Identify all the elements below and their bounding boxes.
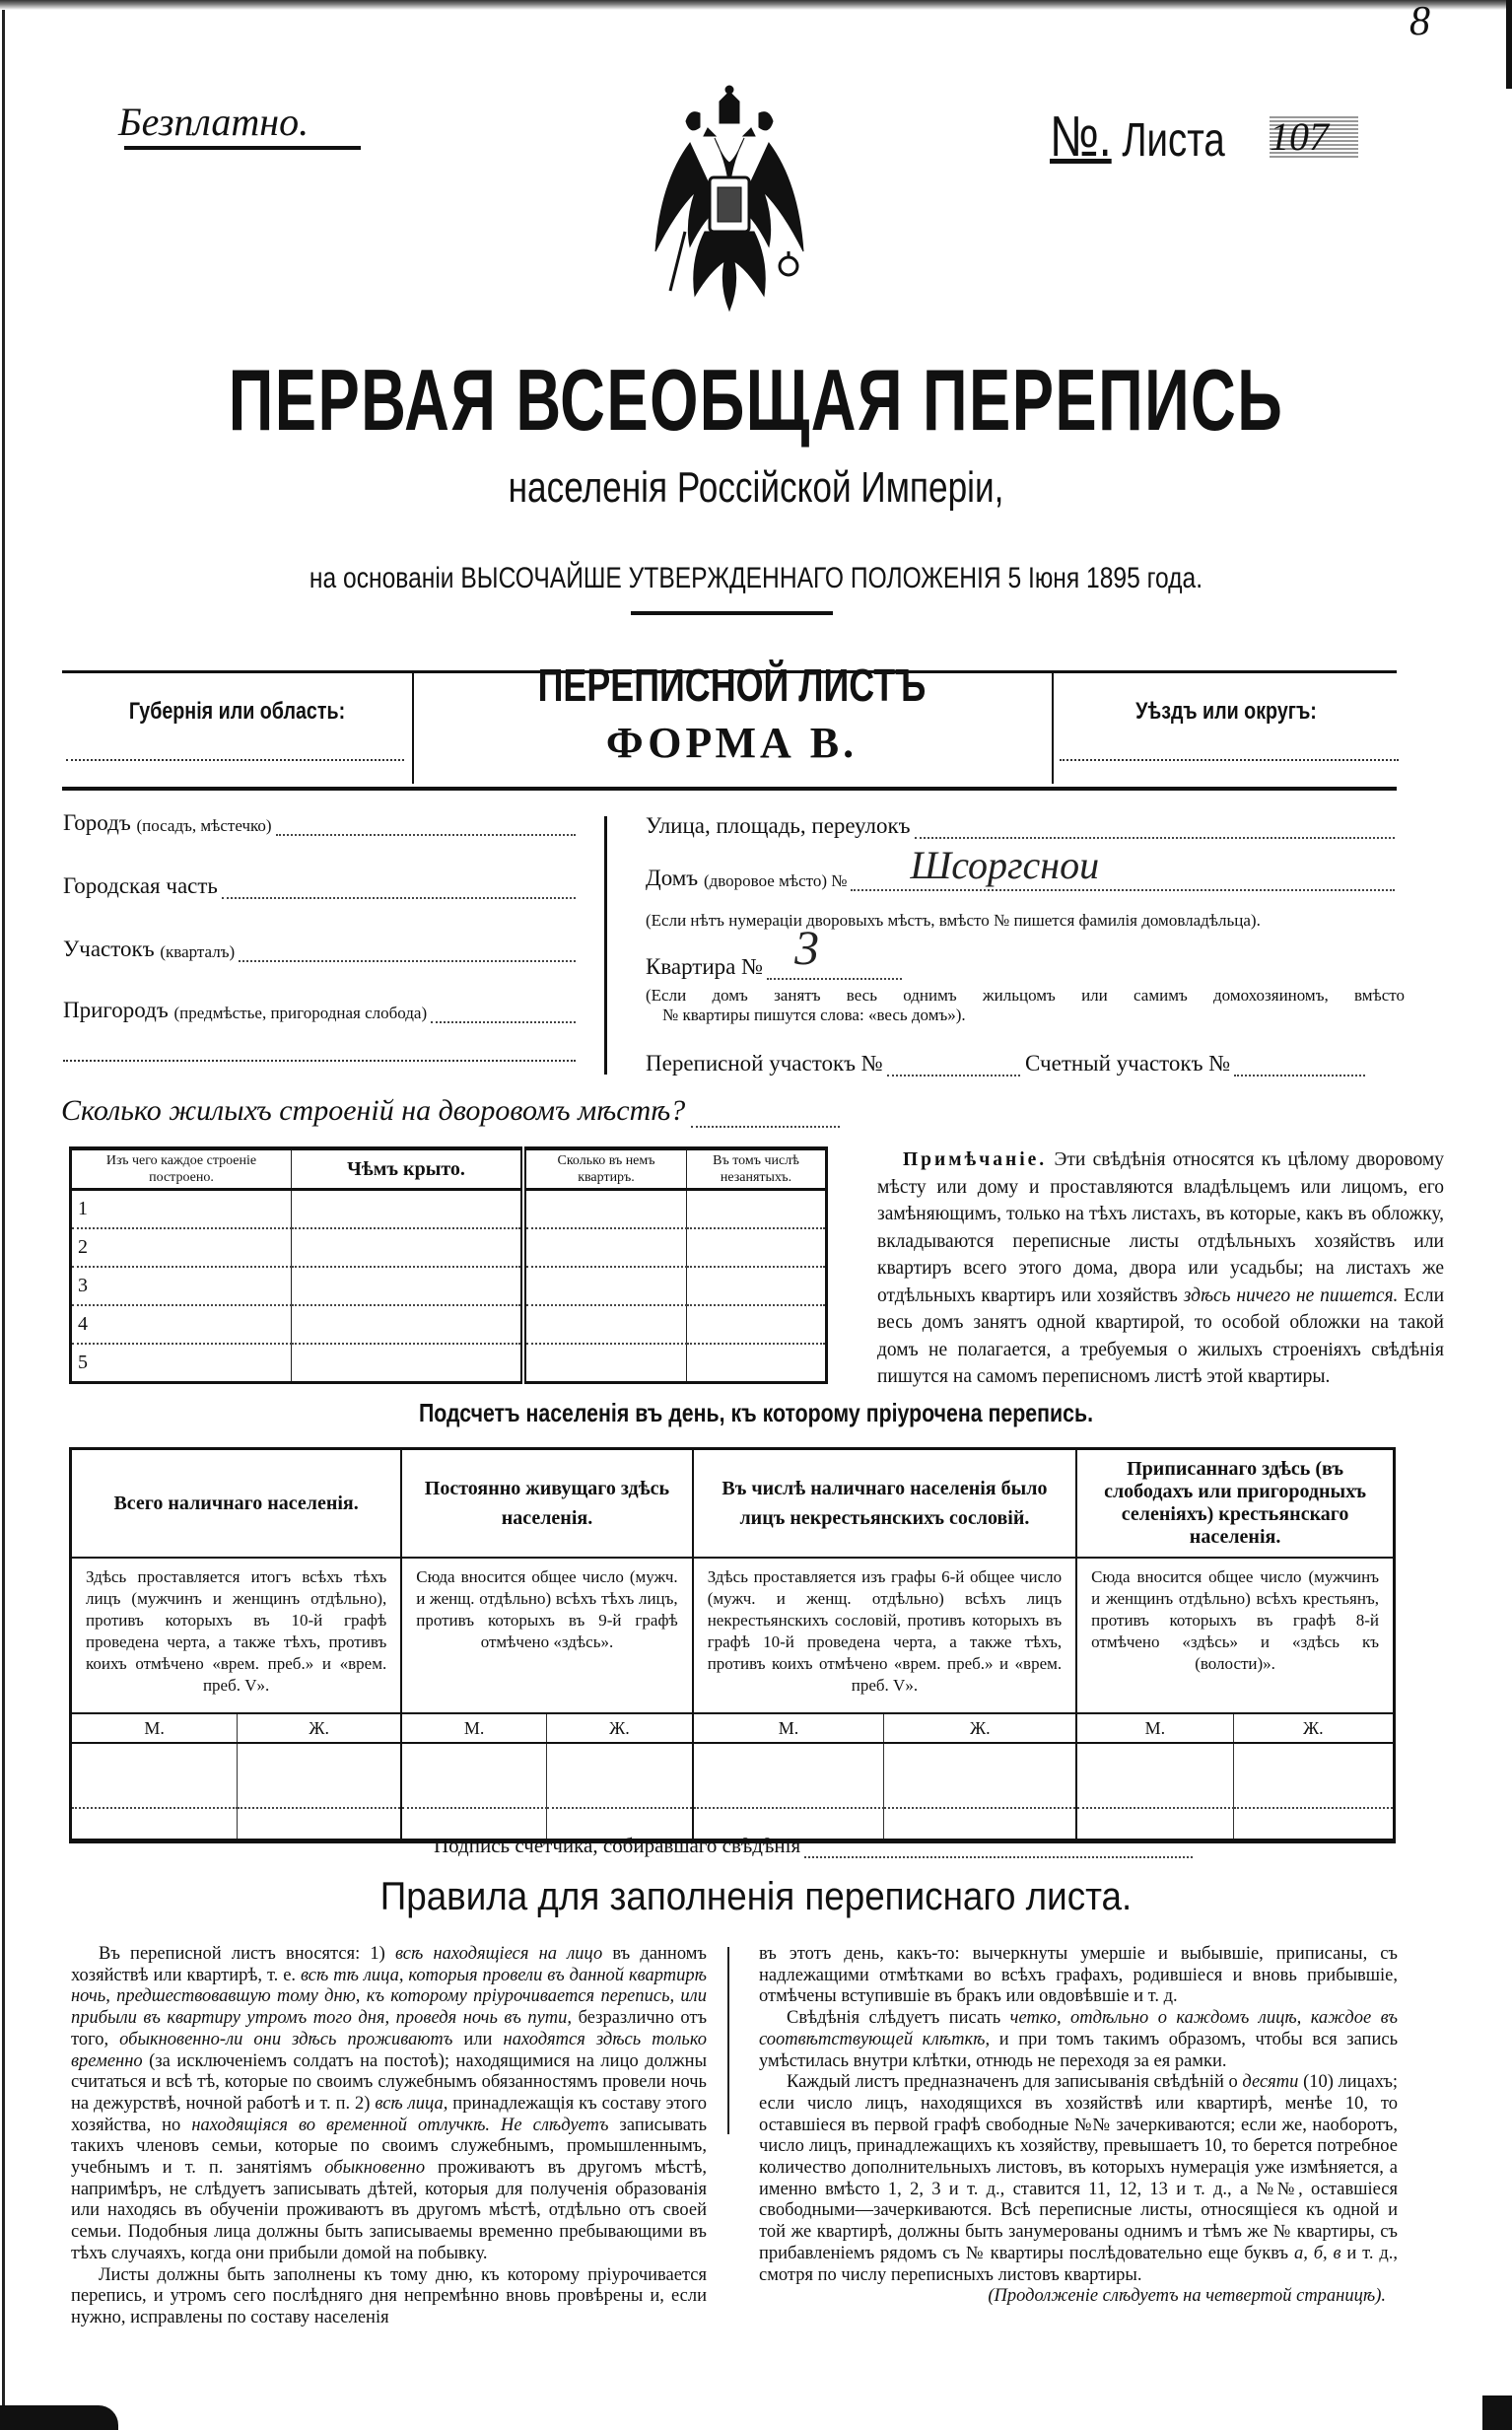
note-text-1: Эти свѣдѣнія относятся къ цѣлому дворовому мѣсту или дому и проставляются владѣльцемъ или лицомъ, его замѣняющимъ, только на тѣхъ листахъ, въ которые, какъ въ обложку, вкладываются переписные листы отдѣльныхъ хозяйствъ или квартиръ всего этого дома, двора или усадьбы; на листахъ же отдѣльныхъ квартиръ или хозяйствъ bbox=[877, 1149, 1445, 1306]
rules-paragraph-4 bbox=[759, 2008, 1398, 2072]
peasant-male-input[interactable] bbox=[1076, 1743, 1233, 1808]
text-italic: а, б, в bbox=[1293, 2243, 1341, 2263]
empty-cell bbox=[1233, 1808, 1394, 1841]
roof-cell[interactable] bbox=[292, 1190, 524, 1229]
female-label: Ж. bbox=[884, 1713, 1076, 1743]
male-label: М. bbox=[693, 1713, 884, 1743]
buildings-count-input[interactable] bbox=[691, 1116, 840, 1128]
precinct-label: Участокъ bbox=[63, 937, 155, 961]
col-roof-header: Чѣмъ крыто. bbox=[292, 1148, 524, 1190]
count-table-descriptions bbox=[71, 1558, 1395, 1713]
count-district-input[interactable] bbox=[1234, 1057, 1365, 1076]
population-count-table bbox=[69, 1447, 1396, 1843]
text: въ данномъ хозяйствѣ или квартирѣ, т. е. bbox=[71, 1944, 707, 1985]
table-row bbox=[71, 1305, 827, 1344]
apartment-field bbox=[646, 920, 902, 980]
precinct-field bbox=[63, 937, 576, 962]
row-number[interactable]: 5 bbox=[71, 1344, 292, 1383]
apartment-note-1: (Если домъ занятъ весь однимъ жильцомъ или самимъ домохозяиномъ, вмѣсто bbox=[646, 986, 1405, 1005]
present-population-header: Всего наличнаго населенія. bbox=[71, 1449, 402, 1559]
non-peasant-male-input[interactable] bbox=[693, 1743, 884, 1808]
text: (10) лицахъ; если число лицъ, находящихся въ хозяйствѣ или квартирѣ, менѣе 10, то оставшіеся въ первой графѣ свободные №№ зачеркиваются; если же, наоборотъ, число лицъ, принадлежащихъ къ хозяйству, превышаетъ 10, то берется потребное количество дополнительныхъ листовъ, въ которыхъ нумерація уже измѣняется, а именно вмѣсто 1, 2, 3 и т. д., ставится 11, 12, 13 и т. д., а №№, оставшіеся свободными—зачеркиваются. Всѣ переписные листы, относящіеся къ одной и той же квартирѣ, должны быть занумерованы однимъ и тѣмъ же № квартиры, съ прибавленіемъ рядомъ съ № квартиры послѣдовательно еще буквъ bbox=[759, 2072, 1399, 2263]
text: и т. д., смотря по числу переписныхъ листовъ квартиры. bbox=[759, 2243, 1399, 2285]
house-field bbox=[646, 843, 1395, 891]
house-hint: (дворовое мѣсто) № bbox=[703, 871, 848, 890]
row-number[interactable]: 1 bbox=[71, 1190, 292, 1229]
text: Свѣдѣнія слѣдуетъ писать bbox=[787, 2008, 1001, 2029]
vacant-cell[interactable] bbox=[687, 1267, 827, 1305]
scan-edge-top bbox=[0, 0, 1512, 10]
suburb-label: Пригородъ bbox=[63, 998, 169, 1022]
empty-cell bbox=[238, 1808, 402, 1841]
continued-note: (Продолженіе слѣдуетъ на четвертой страницѣ). bbox=[988, 2286, 1386, 2307]
apartments-cell[interactable] bbox=[523, 1228, 687, 1267]
title-divider-rule bbox=[631, 611, 833, 615]
precinct-hint: (кварталъ) bbox=[160, 942, 236, 961]
rules-left-column bbox=[71, 1944, 707, 2329]
census-district-input[interactable] bbox=[887, 1057, 1020, 1076]
apartment-input[interactable] bbox=[767, 920, 902, 980]
apartment-handwritten-value: 3 bbox=[794, 920, 820, 975]
text-italic: находящіяся во временной отлучкѣ. Не слѣдуетъ bbox=[191, 2115, 609, 2135]
address-column-divider bbox=[604, 816, 607, 1075]
count-table-headers bbox=[71, 1449, 1395, 1559]
census-district-label: Переписной участокъ № bbox=[646, 1051, 883, 1076]
apartments-cell[interactable] bbox=[523, 1344, 687, 1383]
signature-input[interactable] bbox=[804, 1846, 1193, 1858]
permanent-male-input[interactable] bbox=[401, 1743, 546, 1808]
count-district-field bbox=[1025, 1051, 1365, 1076]
text: проживаютъ въ другомъ мѣстѣ, напримѣръ, не слѣдуетъ записывать дѣтей, которыя для полученія образованія или находясь въ обученіи проживаютъ въ другомъ мѣстѣ, отдѣльно отъ своей семьи. Подобныя лица должны быть записываемы временно пребывающими въ тѣхъ случаяхъ, когда они прибыли домой на побывку. bbox=[71, 2158, 708, 2263]
suburb-input-extra-line[interactable] bbox=[63, 1060, 576, 1062]
rules-paragraph-1 bbox=[71, 1944, 707, 2265]
female-label: Ж. bbox=[547, 1713, 693, 1743]
province-input[interactable] bbox=[66, 759, 404, 761]
permanent-female-input[interactable] bbox=[547, 1743, 693, 1808]
census-district-field bbox=[646, 1051, 1020, 1076]
registered-peasant-population-description: Сюда вносится общее число (мужчинъ и женщинъ отдѣльно) всѣхъ крестьянъ, противъ которыхъ въ графѣ 8-й отмѣчено «здѣсь» и «здѣсь къ (волости)». bbox=[1076, 1558, 1394, 1713]
vacant-cell[interactable] bbox=[687, 1228, 827, 1267]
text-italic: обыкновенно bbox=[324, 2158, 426, 2179]
note-text-2: Если весь домъ занятъ одной квартирой, то особой обложки на такой домъ не полагается, а требуемыя о жилыхъ строеніяхъ свѣдѣнія пишутся на самомъ переписномъ листѣ этой квартиры. bbox=[877, 1284, 1445, 1387]
note-label: Примѣчаніе. bbox=[903, 1149, 1048, 1170]
permanent-population-header: Постоянно живущаго здѣсь населенія. bbox=[401, 1449, 692, 1559]
roof-cell[interactable] bbox=[292, 1344, 524, 1383]
table-row bbox=[71, 1267, 827, 1305]
peasant-female-input[interactable] bbox=[1233, 1743, 1394, 1808]
text: записывать такихъ членовъ семьи, которые по своимъ служебнымъ, промышленнымъ, учебнымъ и т. п. занятіямъ bbox=[71, 2115, 708, 2179]
non-peasant-population-description: Здѣсь проставляется изъ графы 6-й общее число (мужч. и женщ. отдѣльно) всѣхъ лицъ некрестьянскихъ сословій, противъ которыхъ въ графѣ 10-й проведена черта, а также тѣхъ, противъ коихъ отмѣчено «врем. преб.» и «врем. преб. V». bbox=[693, 1558, 1076, 1713]
free-label-underline bbox=[124, 146, 361, 150]
text: и при томъ такимъ образомъ, чтобы вся запись умѣстилась внутри клѣтки, отнюдь не переходя за ея рамки. bbox=[759, 2029, 1399, 2071]
non-peasant-population-header: Въ числѣ наличнаго населенія было лицъ некрестьянскихъ сословій. bbox=[693, 1449, 1076, 1559]
count-table-values bbox=[71, 1743, 1395, 1808]
text-italic: находятся здѣсь только временно bbox=[71, 2029, 708, 2071]
scan-edge-right bbox=[1506, 0, 1512, 89]
census-main-title: ПЕРВАЯ ВСЕОБЩАЯ ПЕРЕПИСЬ bbox=[228, 351, 1284, 449]
female-label: Ж. bbox=[238, 1713, 402, 1743]
city-part-field bbox=[63, 873, 576, 899]
vacant-cell[interactable] bbox=[687, 1344, 827, 1383]
house-note: (Если нѣтъ нумераціи дворовыхъ мѣстъ, вмѣсто № пишется фамилія домовладѣльца). bbox=[646, 911, 1261, 930]
legal-basis-line: на основаніи ВЫСОЧАЙШЕ УТВЕРЖДЕННАГО ПОЛОЖЕНІЯ 5 Іюня 1895 года. bbox=[309, 562, 1203, 594]
rules-paragraph-3: въ этотъ день, какъ-то: вычеркнуты умершіе и выбывшіе, приписаны, съ надлежащими отмѣтками во всѣхъ графахъ, родившіеся и вновь прибывшіе, отмѣчены вступившіе въ бракъ или овдовѣвшіе и т. д. bbox=[759, 1944, 1398, 2007]
population-count-title: Подсчетъ населенія въ день, къ которому пріурочена перепись. bbox=[418, 1398, 1094, 1427]
rules-column-divider bbox=[727, 1947, 729, 2134]
text: или bbox=[463, 2029, 493, 2049]
text-italic: обыкновенно-ли они здѣсь проживаютъ bbox=[119, 2029, 453, 2049]
city-part-label: Городская часть bbox=[63, 873, 218, 898]
form-name: ФОРМА В. bbox=[605, 719, 859, 767]
present-male-input[interactable] bbox=[71, 1743, 238, 1808]
sheet-number-label bbox=[1050, 104, 1225, 170]
city-label: Городъ bbox=[63, 810, 131, 835]
vacant-cell[interactable] bbox=[687, 1305, 827, 1344]
free-of-charge-label: Безплатно. bbox=[118, 100, 309, 144]
district-label: Уѣздъ или округъ: bbox=[1135, 698, 1317, 725]
street-label: Улица, площадь, переулокъ bbox=[646, 813, 911, 838]
non-peasant-female-input[interactable] bbox=[884, 1743, 1076, 1808]
sheet-word: Листа bbox=[1122, 114, 1225, 167]
count-table-sex-labels bbox=[71, 1713, 1395, 1743]
col-apartments-header: Сколько въ немъ квартиръ. bbox=[523, 1148, 687, 1190]
buildings-table-header bbox=[71, 1148, 827, 1190]
enumerator-signature-field bbox=[434, 1834, 1193, 1858]
text-italic: всѣ лица, bbox=[375, 2093, 448, 2114]
scan-corner-bottom-right bbox=[1482, 2395, 1512, 2430]
table-row bbox=[71, 1344, 827, 1383]
col-vacant-header: Въ томъ числѣ незанятыхъ. bbox=[687, 1148, 827, 1190]
row-number[interactable]: 4 bbox=[71, 1305, 292, 1344]
text-italic: всѣ находящіеся на лицо bbox=[394, 1944, 603, 1964]
sheet-number-handwritten[interactable]: 107 bbox=[1270, 116, 1358, 158]
district-field bbox=[1052, 670, 1399, 784]
buildings-question-label: Сколько жилыхъ строеній на дворовомъ мѣстѣ? bbox=[61, 1094, 686, 1127]
buildings-note bbox=[877, 1146, 1444, 1391]
text-italic: всѣ тѣ лица, которыя провели въ данной квартирѣ ночь, предшествовавшую тому дню, къ которому пріурочивается перепись, или прибыли въ квартиру утромъ того дня, проведя ночь въ пути, bbox=[71, 1965, 707, 2029]
street-field bbox=[646, 813, 1395, 839]
number-sign: №. bbox=[1050, 104, 1112, 169]
count-district-label: Счетный участокъ № bbox=[1025, 1051, 1231, 1076]
roof-cell[interactable] bbox=[292, 1228, 524, 1267]
male-label: М. bbox=[1076, 1713, 1233, 1743]
text-italic: десяти bbox=[1242, 2072, 1299, 2093]
apartment-note-2: № квартиры пишутся слова: «весь домъ»). bbox=[662, 1006, 966, 1024]
suburb-field bbox=[63, 998, 576, 1023]
apartment-label: Квартира № bbox=[646, 954, 764, 979]
text: безразлично отъ того, bbox=[71, 2008, 708, 2049]
scan-corner-bottom-left bbox=[0, 2405, 118, 2430]
row-number[interactable]: 3 bbox=[71, 1267, 292, 1305]
rules-right-column bbox=[759, 1944, 1398, 2308]
house-input[interactable] bbox=[851, 843, 1395, 891]
buildings-question bbox=[61, 1094, 840, 1128]
female-label: Ж. bbox=[1233, 1713, 1394, 1743]
apartments-cell[interactable] bbox=[523, 1190, 687, 1229]
table-row bbox=[71, 1190, 827, 1229]
vacant-cell[interactable] bbox=[687, 1190, 827, 1229]
census-sheet-title: ПЕРЕПИСНОЙ ЛИСТЪ bbox=[537, 660, 927, 711]
text: Въ переписной листъ вносятся: 1) bbox=[99, 1944, 385, 1964]
district-input[interactable] bbox=[1060, 759, 1399, 761]
handwritten-page-number: 8 bbox=[1409, 0, 1430, 44]
roof-cell[interactable] bbox=[292, 1305, 524, 1344]
apartments-cell[interactable] bbox=[523, 1267, 687, 1305]
city-input[interactable] bbox=[276, 816, 576, 836]
present-female-input[interactable] bbox=[238, 1743, 402, 1808]
rules-paragraph-5 bbox=[759, 2072, 1398, 2286]
house-handwritten-value: Шсоргснои bbox=[910, 843, 1100, 887]
present-population-description: Здѣсь проставляется итогъ всѣхъ тѣхъ лицъ (мужчинъ и женщинъ отдѣльно), противъ которыхъ въ 10-й графѣ проведена черта, а также тѣхъ, противъ коихъ отмѣчено «врем. преб.» и «врем. преб. V». bbox=[71, 1558, 402, 1713]
city-part-input[interactable] bbox=[222, 879, 576, 899]
city-hint: (посадъ, мѣстечко) bbox=[136, 816, 272, 835]
male-label: М. bbox=[401, 1713, 546, 1743]
male-label: М. bbox=[71, 1713, 238, 1743]
imperial-eagle-emblem-icon bbox=[631, 84, 828, 320]
apartments-cell[interactable] bbox=[523, 1305, 687, 1344]
roof-cell[interactable] bbox=[292, 1267, 524, 1305]
text-italic: четко, отдѣльно о каждомъ лицѣ, каждое въ соотвѣтствующей клѣткѣ, bbox=[759, 2008, 1398, 2049]
suburb-hint: (предмѣстье, пригородная слобода) bbox=[173, 1004, 428, 1022]
province-field bbox=[62, 670, 414, 784]
note-text-italic: здѣсь ничего не пишется. bbox=[1183, 1284, 1399, 1306]
permanent-population-description: Сюда вносится общее число (мужч. и женщ. отдѣльно) всѣхъ тѣхъ лицъ, противъ которыхъ въ 9-й графѣ отмѣчено «здѣсь». bbox=[401, 1558, 692, 1713]
text: (за исключеніемъ солдатъ на постоѣ); находящимися на лицо должны считаться и всѣ тѣ, которые по своимъ служебнымъ обязанностямъ провели ночь на дежурствѣ, ночной работѣ и т. п. 2) bbox=[71, 2050, 707, 2114]
street-input[interactable] bbox=[915, 819, 1395, 839]
buildings-table bbox=[69, 1146, 828, 1384]
signature-label: Подпись счетчика, собиравшаго свѣдѣнія bbox=[434, 1834, 801, 1857]
census-subtitle: населенія Россійской Имперіи, bbox=[508, 463, 1004, 512]
text: Каждый листъ предназначенъ для записыванія свѣдѣній о bbox=[787, 2072, 1238, 2093]
form-title-block bbox=[414, 659, 1050, 768]
suburb-input[interactable] bbox=[431, 1004, 576, 1023]
house-label: Домъ bbox=[646, 866, 699, 890]
empty-cell bbox=[71, 1808, 238, 1841]
table-row bbox=[71, 1228, 827, 1267]
col-material-header: Изъ чего каждое строеніе построено. bbox=[71, 1148, 292, 1190]
row-number[interactable]: 2 bbox=[71, 1228, 292, 1267]
province-label: Губернія или область: bbox=[128, 698, 346, 725]
city-field bbox=[63, 810, 576, 836]
text: принадлежащія къ составу этого хозяйства, но bbox=[71, 2093, 707, 2135]
registered-peasant-population-header: Приписаннаго здѣсь (въ слободахъ или пригородныхъ селеніяхъ) крестьянскаго населенія. bbox=[1076, 1449, 1394, 1559]
rules-paragraph-2: Листы должны быть заполнены къ тому дню, къ которому пріурочивается перепись, и утромъ сего послѣдняго дня непремѣнно вновь провѣрены и, если нужно, исправлены по составу населенія bbox=[71, 2264, 707, 2327]
precinct-input[interactable] bbox=[239, 942, 576, 962]
rules-title: Правила для заполненія переписнаго листа. bbox=[379, 1875, 1133, 1918]
scan-edge-left bbox=[2, 10, 5, 2415]
